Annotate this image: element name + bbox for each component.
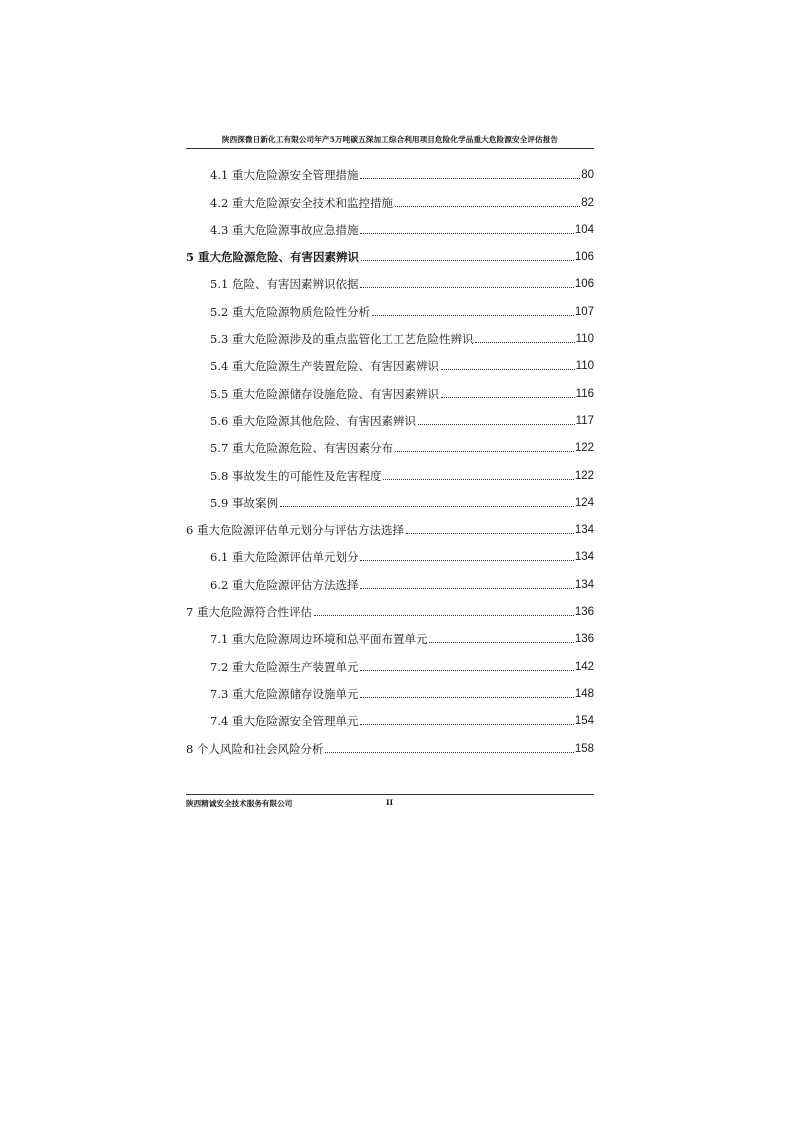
toc-entry-page: 104 bbox=[574, 223, 594, 236]
toc-entry-label: 8 个人风险和社会风险分析 bbox=[186, 741, 324, 756]
toc-dot-leader bbox=[418, 424, 575, 425]
toc-entry-label: 5.9 事故案例 bbox=[210, 495, 278, 510]
toc-dot-leader bbox=[383, 479, 573, 480]
toc-entry-page: 110 bbox=[575, 333, 594, 346]
toc-entry[interactable] bbox=[186, 159, 594, 186]
toc-entry-page: 107 bbox=[574, 305, 594, 318]
toc-entry[interactable] bbox=[186, 541, 594, 568]
toc-dot-leader bbox=[360, 560, 573, 561]
toc-entry[interactable] bbox=[186, 705, 594, 732]
toc-entry-page: 106 bbox=[574, 278, 594, 291]
toc-entry[interactable] bbox=[186, 568, 594, 595]
toc-dot-leader bbox=[360, 178, 580, 179]
toc-entry-label: 7.4 重大危险源安全管理单元 bbox=[210, 714, 359, 729]
toc-dot-leader bbox=[360, 287, 573, 288]
toc-entry-page: 134 bbox=[574, 578, 594, 591]
toc-entry-label: 4.1 重大危险源安全管理措施 bbox=[210, 168, 359, 183]
toc-entry[interactable] bbox=[186, 596, 594, 623]
toc-entry-page: 158 bbox=[574, 742, 594, 755]
toc-dot-leader bbox=[280, 506, 574, 507]
toc-entry[interactable] bbox=[186, 323, 594, 350]
toc-entry-page: 154 bbox=[574, 715, 594, 728]
toc-entry-label: 7.2 重大危险源生产装置单元 bbox=[210, 659, 359, 674]
toc-entry[interactable] bbox=[186, 650, 594, 677]
toc-dot-leader bbox=[372, 315, 574, 316]
toc-entry[interactable] bbox=[186, 623, 594, 650]
toc-entry-label: 4.3 重大危险源事故应急措施 bbox=[210, 222, 359, 237]
toc-dot-leader bbox=[395, 206, 580, 207]
toc-dot-leader bbox=[360, 233, 573, 234]
toc-entry-label: 5.1 危险、有害因素辨识依据 bbox=[210, 277, 359, 292]
toc-dot-leader bbox=[360, 697, 573, 698]
toc-dot-leader bbox=[441, 369, 575, 370]
toc-entry-page: 116 bbox=[575, 387, 594, 400]
toc-entry-label: 5 重大危险源危险、有害因素辨识 bbox=[186, 250, 360, 265]
toc-entry-page: 82 bbox=[581, 196, 594, 209]
toc-entry-page: 136 bbox=[574, 606, 594, 619]
toc-entry-page: 148 bbox=[574, 687, 594, 700]
toc-dot-leader bbox=[441, 397, 575, 398]
toc-entry-page: 124 bbox=[574, 496, 594, 509]
toc-entry-label: 5.6 重大危险源其他危险、有害因素辨识 bbox=[210, 413, 416, 428]
toc-entry[interactable] bbox=[186, 514, 594, 541]
toc-entry-page: 117 bbox=[575, 414, 594, 427]
toc-entry-page: 106 bbox=[574, 251, 594, 264]
toc-entry-label: 7.3 重大危险源储存设施单元 bbox=[210, 686, 359, 701]
toc-entry-label: 6 重大危险源评估单元划分与评估方法选择 bbox=[186, 523, 404, 538]
toc-entry-page: 134 bbox=[574, 551, 594, 564]
toc-entry-page: 136 bbox=[574, 633, 594, 646]
toc-dot-leader bbox=[429, 642, 573, 643]
toc-entry[interactable] bbox=[186, 268, 594, 295]
toc-entry[interactable] bbox=[186, 487, 594, 514]
toc-entry[interactable] bbox=[186, 214, 594, 241]
toc-dot-leader bbox=[475, 342, 574, 343]
toc-entry-label: 7.1 重大危险源周边环境和总平面布置单元 bbox=[210, 632, 428, 647]
footer-divider bbox=[186, 794, 594, 795]
toc-entry[interactable] bbox=[186, 241, 594, 268]
toc-entry[interactable] bbox=[186, 186, 594, 213]
toc-entry-label: 5.2 重大危险源物质危险性分析 bbox=[210, 304, 370, 319]
toc-dot-leader bbox=[395, 451, 574, 452]
toc-entry-label: 5.5 重大危险源储存设施危险、有害因素辨识 bbox=[210, 386, 439, 401]
toc-entry[interactable] bbox=[186, 350, 594, 377]
toc-entry-page: 142 bbox=[574, 660, 594, 673]
toc-entry-page: 110 bbox=[575, 360, 594, 373]
toc-dot-leader bbox=[360, 670, 573, 671]
toc-entry-page: 122 bbox=[574, 442, 594, 455]
toc-entry[interactable] bbox=[186, 377, 594, 404]
toc-dot-leader bbox=[361, 260, 574, 261]
footer-company: 陕西精诚安全技术服务有限公司 bbox=[186, 799, 293, 808]
table-of-contents bbox=[186, 159, 594, 760]
toc-entry[interactable] bbox=[186, 432, 594, 459]
toc-entry[interactable] bbox=[186, 459, 594, 486]
toc-entry-label: 5.7 重大危险源危险、有害因素分布 bbox=[210, 441, 393, 456]
header-divider bbox=[186, 148, 594, 149]
toc-dot-leader bbox=[406, 533, 574, 534]
toc-entry-label: 5.4 重大危险源生产装置危险、有害因素辨识 bbox=[210, 359, 439, 374]
toc-entry[interactable] bbox=[186, 405, 594, 432]
toc-entry[interactable] bbox=[186, 732, 594, 759]
toc-entry-label: 4.2 重大危险源安全技术和监控措施 bbox=[210, 195, 393, 210]
toc-dot-leader bbox=[360, 724, 573, 725]
toc-entry-label: 5.8 事故发生的可能性及危害程度 bbox=[210, 468, 382, 483]
toc-dot-leader bbox=[314, 615, 574, 616]
toc-entry-label: 5.3 重大危险源涉及的重点监管化工工艺危险性辨识 bbox=[210, 332, 474, 347]
toc-entry-label: 6.1 重大危险源评估单元划分 bbox=[210, 550, 359, 565]
toc-entry-label: 6.2 重大危险源评估方法选择 bbox=[210, 577, 359, 592]
toc-entry-page: 134 bbox=[574, 524, 594, 537]
toc-entry-label: 7 重大危险源符合性评估 bbox=[186, 605, 312, 620]
toc-entry[interactable] bbox=[186, 678, 594, 705]
toc-entry-page: 122 bbox=[574, 469, 594, 482]
toc-entry[interactable] bbox=[186, 295, 594, 322]
footer-page-number: II bbox=[386, 798, 394, 807]
toc-entry-page: 80 bbox=[581, 169, 594, 182]
toc-dot-leader bbox=[325, 752, 573, 753]
page-header-title: 陕西探微日新化工有限公司年产5万吨碳五深加工综合利用项目危险化学品重大危险源安全评估报告 bbox=[221, 135, 559, 144]
toc-dot-leader bbox=[360, 588, 573, 589]
